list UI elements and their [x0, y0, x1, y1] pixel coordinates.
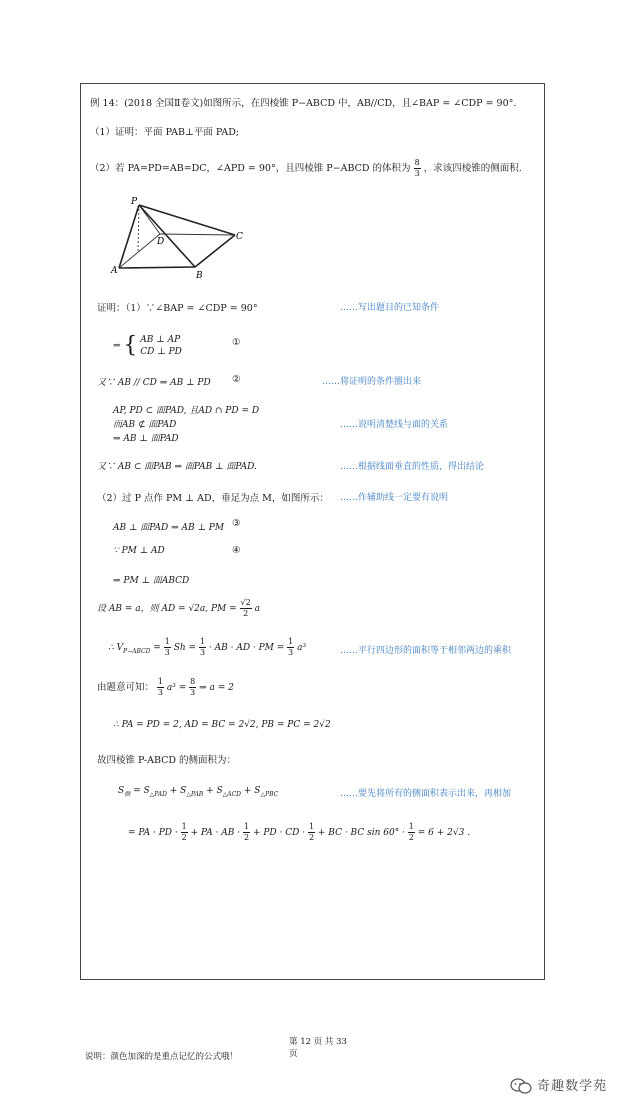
- sol-line-abpm: AB ⊥ 面PAD ⇒ AB ⊥ PM: [113, 523, 225, 533]
- label-b: B: [196, 271, 203, 281]
- sol-line-volume: ∴ $V_{P-ABCD}$ = $\frac{1}{3}$ Sh = $\frac{1}{3}$ · AB · AD · PM = $\frac{1}{3}$ a³: [108, 637, 307, 657]
- sol-line-lateral-title: 故四棱锥 P-ABCD 的侧面积为：: [97, 755, 237, 766]
- mark-4: ④: [232, 545, 241, 556]
- footer-note: 说明：颜色加深的是重点记忆的公式哦！: [85, 1052, 239, 1062]
- problem-part2: （2）若 PA=PD=AB=DC，∠APD = 90°，且四棱锥 P−ABCD 的体积为 $\frac{8}{3}$ ，求该四棱锥的侧面积.: [90, 158, 522, 178]
- problem-part1: （1）证明：平面 PAB⊥平面 PAD;: [90, 127, 240, 138]
- label-c: C: [236, 232, 243, 242]
- sol-line-setup: 设 AB = a，则 AD = √2a, PM = $\frac{√2}{2}$ a: [97, 598, 260, 618]
- page-number-suffix: 页: [289, 1049, 298, 1059]
- brand-watermark: [510, 1075, 607, 1095]
- problem-title: 例 14：(2018 全国Ⅱ卷文)如图所示，在四棱锥 P−ABCD 中，AB//CD，且∠BAP = ∠CDP = 90°.: [90, 98, 517, 109]
- comment-circle: ……将证明的条件圈出来: [322, 377, 422, 387]
- brand-name: 奇趣数学苑: [537, 1079, 608, 1094]
- label-p: P: [131, 197, 138, 207]
- sol-line-solve: 由题意可知： $\frac{1}{3}$ a³ = $\frac{8}{3}$ ⇒ a = 2: [97, 677, 234, 697]
- comment-line-plane: ……说明清楚线与面的关系: [340, 420, 449, 430]
- comment-lateral: ……要先将所有的侧面积表示出来，再相加: [340, 789, 512, 799]
- sol-line-pmad: ∵ PM ⊥ AD: [113, 546, 165, 556]
- sol-line-lengths: ∴ PA = PD = 2, AD = BC = 2√2, PB = PC = 2√2: [113, 720, 331, 730]
- comment-conclusion: ……根据线面垂直的性质，得出结论: [340, 462, 485, 472]
- comment-area: ……平行四边形的面积等于相邻两边的乘积: [340, 646, 512, 656]
- mark-2: ②: [232, 374, 241, 385]
- sol-line-lateral-value: = PA · PD · $\frac{1}{2}$ + PA · AB · $\frac{1}{2}$ + PD · CD · $\frac{1}{2}$ + BC · BC sin 60° · $\frac{1}{2}$ = 6 + 2√3 .: [128, 822, 471, 842]
- proof-brace-system: ⇒ { AB ⊥ AP CD ⊥ PD: [113, 333, 182, 358]
- label-d: D: [157, 237, 165, 247]
- sol-line-aux: （2）过 P 点作 PM ⊥ AD，垂足为点 M，如图所示：: [97, 493, 329, 504]
- pyramid-figure: [110, 192, 260, 282]
- comment-given: ……写出题目的已知条件: [340, 303, 440, 313]
- proof-line-perp: ⇒ AB ⊥ 面PAD: [113, 434, 179, 444]
- proof-line-parallel: 又∵ AB // CD ⇒ AB ⊥ PD: [97, 378, 211, 388]
- proof-line-plane: AP, PD ⊂ 面PAD, 且AD ∩ PD = D: [113, 406, 260, 416]
- sol-line-lateral-sum: $S_侧 = S_{\triangle PAD} + S_{\triangle PAB} + S_{\triangle ACD} + S_{\triangle PBC}$: [118, 786, 279, 798]
- mark-3: ③: [232, 518, 241, 529]
- proof-line-conclusion: 又∵ AB ⊂ 面PAB ⇒ 面PAB ⊥ 面PAD.: [97, 462, 257, 472]
- sol-line-pmplane: ⇒ PM ⊥ 面ABCD: [113, 576, 190, 586]
- wechat-icon: [510, 1077, 532, 1095]
- volume-fraction: $\frac{8}{3}$: [414, 158, 420, 178]
- proof-line-given: 证明：（1）∵∠BAP = ∠CDP = 90°: [97, 303, 258, 314]
- page-number: 第 12 页 共 33: [289, 1037, 347, 1047]
- comment-aux: ……作辅助线一定要有说明: [340, 493, 449, 503]
- proof-line-notin: 而AB ⊄ 面PAD: [113, 420, 177, 430]
- label-a: A: [111, 266, 118, 276]
- mark-1: ①: [232, 337, 241, 348]
